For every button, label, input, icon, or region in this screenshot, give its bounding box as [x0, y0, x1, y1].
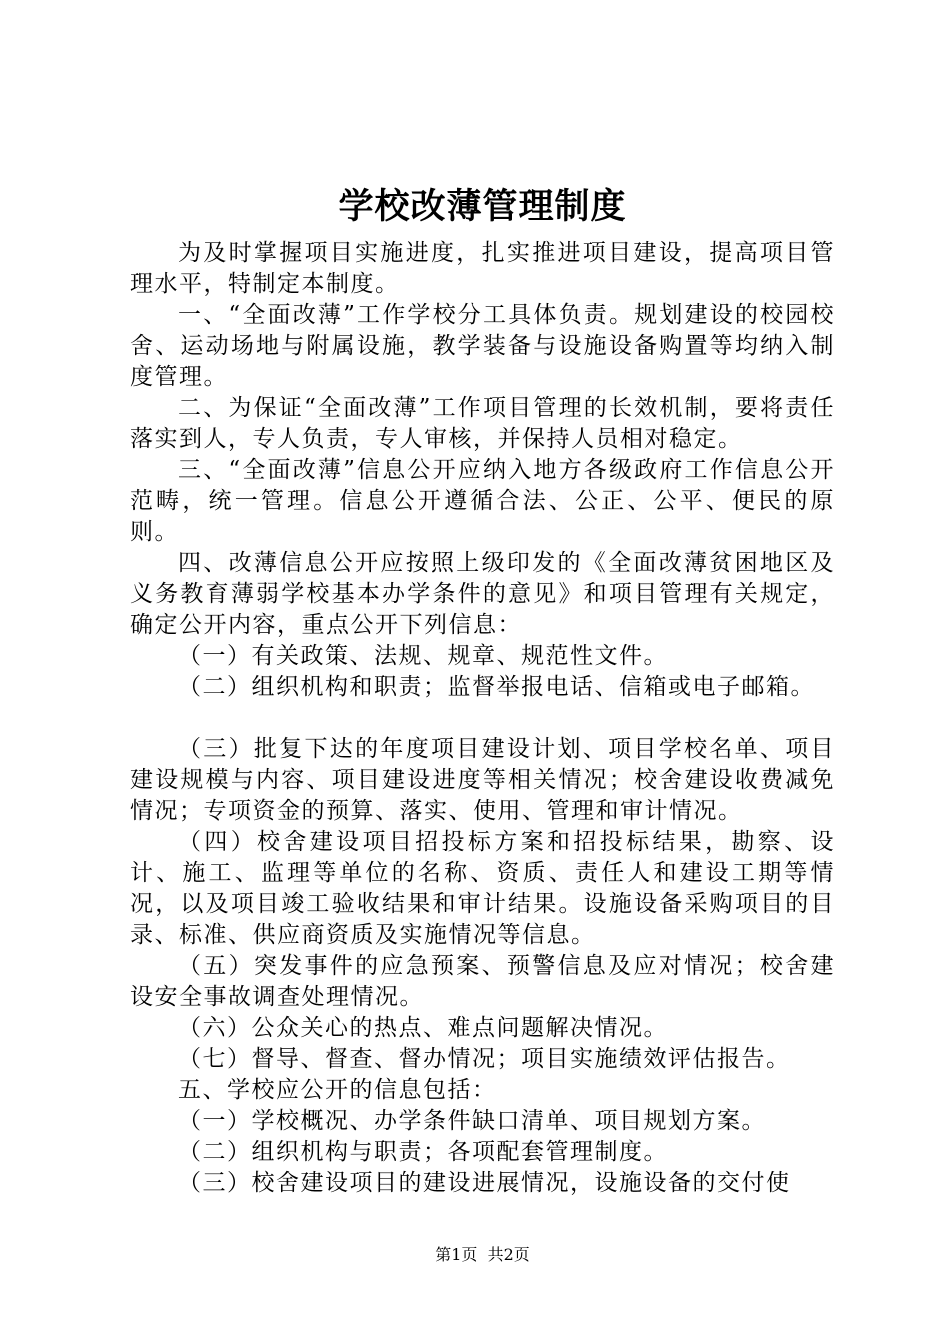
- page-footer: [130, 1244, 835, 1266]
- paragraph-section-2: 二、为保证“全面改薄”工作项目管理的长效机制，要将责任落实到人，专人负责，专人审核，并保持人员相对稳定。: [130, 395, 835, 452]
- paragraph-section-1: 一、“全面改薄”工作学校分工具体负责。规划建设的校园校舍、运动场地与附属设施，教学装备与设施设备购置等均纳入制度管理。: [130, 302, 835, 390]
- paragraph-item-4-4: （四）校舍建设项目招投标方案和招投标结果，勘察、设计、施工、监理等单位的名称、资质、责任人和建设工期等情况，以及项目竣工验收结果和审计结果。设施设备采购项目的目录、标准、供应商资质及实施情况等信息。: [130, 829, 835, 948]
- paragraph-item-5-3: （三）校舍建设项目的建设进展情况，设施设备的交付使: [178, 1170, 791, 1196]
- paragraph-section-5: 五、学校应公开的信息包括：: [178, 1077, 497, 1103]
- document-body: [130, 238, 835, 1199]
- paragraph-item-4-3: （三）批复下达的年度项目建设计划、项目学校名单、项目建设规模与内容、项目建设进度等相关情况；校舍建设收费减免情况；专项资金的预算、落实、使用、管理和审计情况。: [130, 736, 835, 824]
- paragraph-item-4-2: （二）组织机构和职责；监督举报电话、信箱或电子邮箱。: [178, 674, 815, 700]
- paragraph-item-4-5: （五）突发事件的应急预案、预警信息及应对情况；校舍建设安全事故调查处理情况。: [130, 953, 835, 1010]
- footer-spacer: [477, 1245, 487, 1264]
- document-title: 学校改薄管理制度: [338, 186, 627, 227]
- paragraph-item-5-1: （一）学校概况、办学条件缺口清单、项目规划方案。: [178, 1108, 766, 1134]
- paragraph-section-4: 四、改薄信息公开应按照上级印发的《全面改薄贫困地区及义务教育薄弱学校基本办学条件的意见》和项目管理有关规定，确定公开内容，重点公开下列信息：: [130, 550, 835, 638]
- paragraph-item-5-2: （二）组织机构与职责；各项配套管理制度。: [178, 1139, 668, 1165]
- paragraph-item-4-6: （六）公众关心的热点、难点问题解决情况。: [178, 1015, 668, 1041]
- paragraph-section-3: 三、“全面改薄”信息公开应纳入地方各级政府工作信息公开范畴，统一管理。信息公开遵循合法、公正、公平、便民的原则。: [130, 457, 835, 545]
- paragraph-item-4-1: （一）有关政策、法规、规章、规范性文件。: [178, 643, 668, 669]
- page-number-total: 共2页: [487, 1245, 530, 1264]
- page-number-current: 第1页: [435, 1245, 478, 1264]
- paragraph-item-4-7: （七）督导、督查、督办情况；项目实施绩效评估报告。: [178, 1046, 791, 1072]
- document-page: [130, 0, 835, 1344]
- paragraph-intro: 为及时掌握项目实施进度，扎实推进项目建设，提高项目管理水平，特制定本制度。: [130, 240, 835, 297]
